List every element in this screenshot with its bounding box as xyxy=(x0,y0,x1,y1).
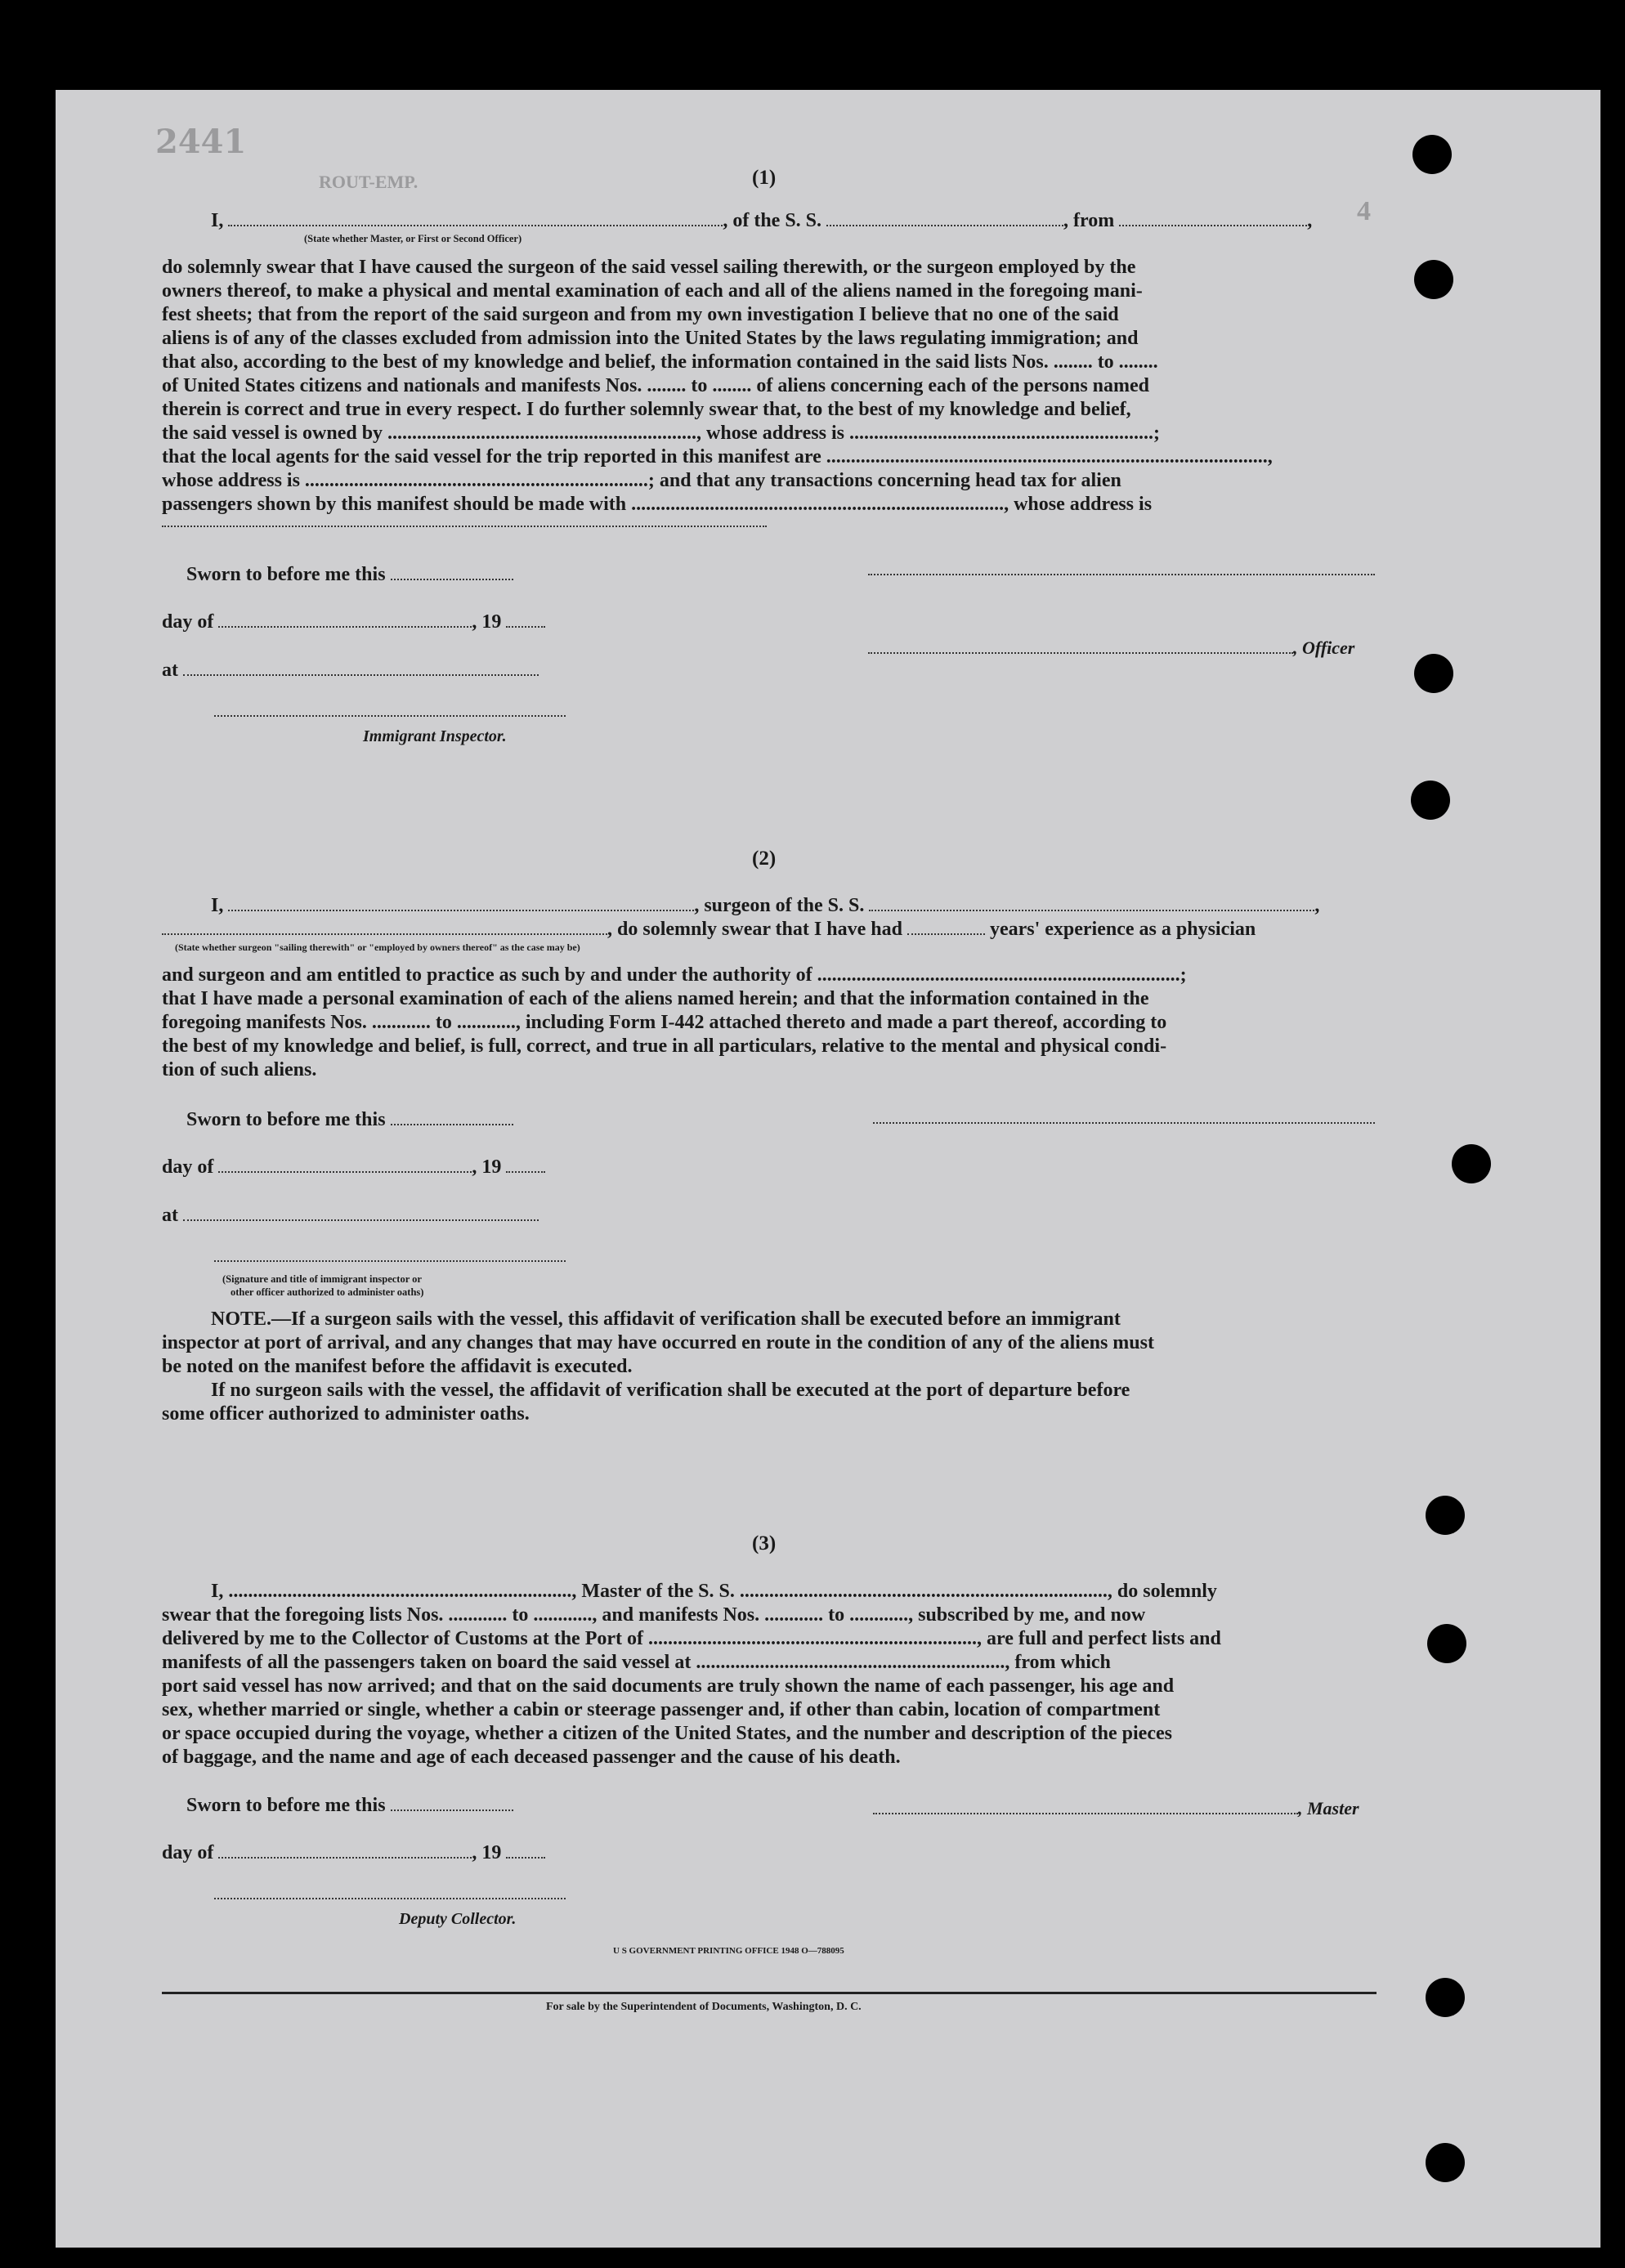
sworn-date-field[interactable] xyxy=(391,1109,513,1125)
punch-hole xyxy=(1414,654,1453,693)
para-line: foregoing manifests Nos. ............ to ............, including Form I-442 attached thereto and made a part thereof, according to xyxy=(162,1012,1167,1033)
para-line: of baggage, and the name and age of each deceased passenger and the cause of his death. xyxy=(162,1747,901,1768)
para-line: NOTE.—If a surgeon sails with the vessel, this affidavit of verification shall be executed before an immigrant xyxy=(211,1308,1121,1330)
footer-rule xyxy=(162,1992,1377,1994)
surgeon-note: (State whether surgeon "sailing therewith" or "employed by owners thereof" as the case may be) xyxy=(175,942,580,953)
para-line: manifests of all the passengers taken on board the said vessel at ..............................................................., from which xyxy=(162,1652,1111,1673)
stamp-text: ROUT-EMP. xyxy=(319,172,419,192)
para-line: that also, according to the best of my knowledge and belief, the information contained in the said lists Nos. ........ to ........ xyxy=(162,351,1158,373)
address-continuation-line[interactable] xyxy=(162,526,767,527)
day-of-field[interactable] xyxy=(218,1156,472,1173)
para-line: inspector at port of arrival, and any changes that may have occurred en route in the condition of any of the aliens must xyxy=(162,1332,1154,1353)
para-line: the best of my knowledge and belief, is full, correct, and true in all particulars, relative to the mental and physical condi- xyxy=(162,1036,1167,1057)
para-line: or space occupied during the voyage, whether a citizen of the United States, and the number and description of the pieces xyxy=(162,1723,1172,1744)
surgeon-name-field[interactable] xyxy=(228,895,694,911)
punch-hole xyxy=(1411,781,1450,820)
officer-title-line xyxy=(868,637,1354,660)
deputy-collector-label: Deputy Collector. xyxy=(399,1910,517,1928)
para-line: If no surgeon sails with the vessel, the affidavit of verification shall be executed at the port of departure before xyxy=(211,1380,1130,1401)
para-line: whose address is ......................................................................; and that any transactions concerning head tax for alien xyxy=(162,470,1121,491)
master-signature-field[interactable] xyxy=(873,1798,1298,1814)
section-2-line-1 xyxy=(211,895,1319,917)
section-3-number: (3) xyxy=(752,1532,777,1554)
officer-label: , Officer xyxy=(1293,637,1355,658)
para-line: therein is correct and true in every respect. I do further solemnly swear that, to the best of my knowledge and belief, xyxy=(162,399,1131,420)
signer-note: other officer authorized to administer oaths) xyxy=(231,1286,424,1298)
from-label: , from xyxy=(1063,210,1115,231)
officer-title-field[interactable] xyxy=(868,637,1293,654)
punch-hole xyxy=(1412,135,1452,174)
collector-signature-line[interactable] xyxy=(214,1898,566,1899)
oath-i: I, xyxy=(211,895,224,916)
surgeon-label: , surgeon of the S. S. xyxy=(694,895,865,916)
para-line: of United States citizens and nationals and manifests Nos. ........ to ........ of aliens concerning each of the persons named xyxy=(162,375,1150,396)
para-line: port said vessel has now arrived; and that on the said documents are truly shown the name of each passenger, his age and xyxy=(162,1675,1175,1697)
section-2-line-2 xyxy=(162,919,1256,941)
punch-hole xyxy=(1414,260,1453,299)
handwritten-number: 2441 xyxy=(155,123,247,161)
para-line: and surgeon and am entitled to practice as such by and under the authority of ..........................................................................; xyxy=(162,964,1187,986)
inspector-signature-line[interactable] xyxy=(214,715,566,717)
of-ss-label: , of the S. S. xyxy=(723,210,822,231)
vessel-name-field[interactable] xyxy=(826,210,1063,226)
section-2-number: (2) xyxy=(752,848,777,870)
comma: , xyxy=(1307,210,1313,231)
day-of-label: day of xyxy=(162,1842,214,1863)
surgeon-type-field[interactable] xyxy=(162,919,607,935)
from-port-field[interactable] xyxy=(1119,210,1307,226)
punch-hole xyxy=(1426,2143,1465,2182)
section-1-paragraph xyxy=(162,256,1377,517)
para-line: tion of such aliens. xyxy=(162,1059,317,1080)
handwritten-mark: 4 xyxy=(1357,196,1371,226)
signer-note: (Signature and title of immigrant inspector or xyxy=(222,1273,422,1285)
at-label: at xyxy=(162,1205,178,1226)
years-label: years' experience as a physician xyxy=(989,919,1256,940)
section-1-number: (1) xyxy=(752,167,777,189)
year-field[interactable] xyxy=(506,611,545,628)
at-place-field[interactable] xyxy=(183,1205,539,1221)
at-place-field[interactable] xyxy=(183,660,539,676)
section-3-paragraph xyxy=(211,1580,1377,1604)
day-of-line xyxy=(162,611,545,633)
para-line: owners thereof, to make a physical and mental examination of each and all of the aliens named in the foregoing mani- xyxy=(162,280,1143,302)
para-line: that I have made a personal examination of each of the aliens named herein; and that the information contained in the xyxy=(162,988,1149,1009)
comma: , xyxy=(1314,895,1320,916)
para-line: the said vessel is owned by ..............................................................., whose address is ..............................................................; xyxy=(162,423,1160,444)
at-line xyxy=(162,660,539,682)
sworn-line xyxy=(186,1109,513,1131)
day-of-line xyxy=(162,1156,545,1179)
years-field[interactable] xyxy=(907,919,985,935)
year-label: , 19 xyxy=(472,1842,502,1863)
at-line xyxy=(162,1205,539,1227)
day-of-field[interactable] xyxy=(218,1842,472,1859)
section-2-paragraph xyxy=(162,964,1377,1082)
master-label: , Master xyxy=(1298,1798,1359,1818)
surgeon-vessel-field[interactable] xyxy=(869,895,1314,911)
sworn-label: Sworn to before me this xyxy=(186,564,386,585)
year-field[interactable] xyxy=(506,1156,545,1173)
sworn-line xyxy=(186,1795,513,1817)
punch-hole xyxy=(1427,1624,1466,1663)
at-label: at xyxy=(162,660,178,681)
para-line: I, ......................................................................, Master of the S. S. ..........................................................................., do solemnly xyxy=(211,1581,1217,1602)
year-field[interactable] xyxy=(506,1842,545,1859)
section-1-oath-line xyxy=(211,210,1312,232)
para-line: some officer authorized to administer oaths. xyxy=(162,1403,530,1425)
para-line: passengers shown by this manifest should be made with ............................................................................, whose address is xyxy=(162,494,1153,515)
printing-office-line: U S GOVERNMENT PRINTING OFFICE 1948 O—788095 xyxy=(613,1946,844,1956)
sworn-date-field[interactable] xyxy=(391,564,513,580)
oath-i: I, xyxy=(211,210,224,231)
sworn-date-field[interactable] xyxy=(391,1795,513,1811)
para-line: be noted on the manifest before the affidavit is executed. xyxy=(162,1356,633,1377)
officer-name-field[interactable] xyxy=(228,210,723,226)
punch-hole xyxy=(1426,1978,1465,2017)
day-of-field[interactable] xyxy=(218,611,472,628)
sworn-line xyxy=(186,564,513,586)
para-line: aliens is of any of the classes excluded from admission into the United States by the laws regulating immigration; and xyxy=(162,328,1139,349)
for-sale-line: For sale by the Superintendent of Documents, Washington, D. C. xyxy=(546,2001,862,2013)
section-3-paragraph-body xyxy=(162,1604,1377,1769)
year-label: , 19 xyxy=(472,1156,502,1178)
master-signature-line xyxy=(873,1798,1359,1820)
officer-note: (State whether Master, or First or Second Officer) xyxy=(304,233,522,244)
officer-signature-line[interactable] xyxy=(868,574,1375,575)
para-line: sex, whether married or single, whether a cabin or steerage passenger and, if other than cabin, location of compartment xyxy=(162,1699,1161,1720)
surgeon-signature-line[interactable] xyxy=(873,1122,1375,1124)
note-paragraph xyxy=(162,1308,1377,1426)
immigrant-inspector-label: Immigrant Inspector. xyxy=(363,727,507,745)
day-of-label: day of xyxy=(162,1156,214,1178)
para-line: swear that the foregoing lists Nos. ............ to ............, and manifests Nos. ............ to ............, subscribed by me, and now xyxy=(162,1604,1146,1626)
inspector-signature-line[interactable] xyxy=(214,1260,566,1262)
punch-hole xyxy=(1452,1144,1491,1183)
swear-label: , do solemnly swear that I have had xyxy=(607,919,902,940)
day-of-line xyxy=(162,1842,545,1864)
para-line: that the local agents for the said vessel for the trip reported in this manifest are .........................................................................................., xyxy=(162,446,1273,467)
year-label: , 19 xyxy=(472,611,502,633)
sworn-label: Sworn to before me this xyxy=(186,1109,386,1130)
sworn-label: Sworn to before me this xyxy=(186,1795,386,1816)
punch-hole xyxy=(1426,1496,1465,1535)
para-line: fest sheets; that from the report of the said surgeon and from my own investigation I believe that no one of the said xyxy=(162,304,1119,325)
para-line: delivered by me to the Collector of Customs at the Port of ..................................................................., are full and perfect lists and xyxy=(162,1628,1221,1649)
para-line: do solemnly swear that I have caused the surgeon of the said vessel sailing therewith, or the surgeon employed by the xyxy=(162,257,1136,278)
day-of-label: day of xyxy=(162,611,214,633)
